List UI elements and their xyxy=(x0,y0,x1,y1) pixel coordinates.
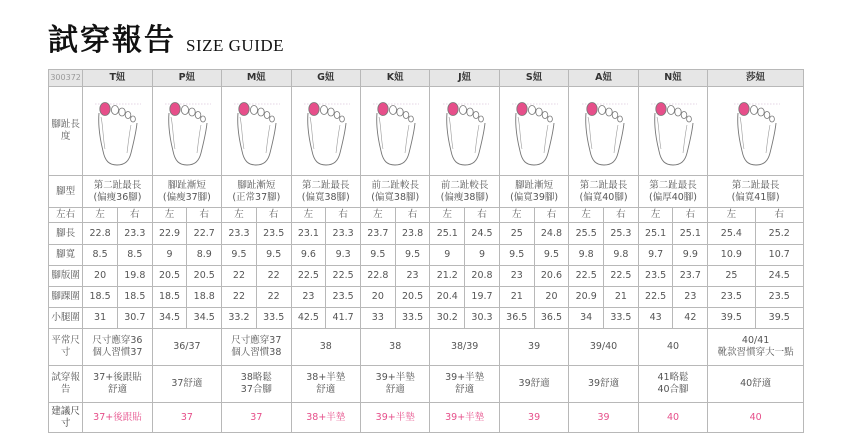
foot-illustration-cell xyxy=(152,87,221,176)
model-name: P妞 xyxy=(152,70,221,87)
cell-line: 腳趾漸短 xyxy=(515,179,554,191)
cell-line: 第二趾最長 xyxy=(731,179,780,191)
side-left: 左 xyxy=(569,208,604,223)
side-left: 左 xyxy=(708,208,755,223)
ankle-right: 22 xyxy=(256,287,291,308)
usual-cell xyxy=(638,329,707,366)
foot-shape-cell xyxy=(708,176,804,208)
foot-shape-cell xyxy=(152,176,221,208)
ankle-right: 20.5 xyxy=(395,287,430,308)
row-label-usual: 平常尺寸 xyxy=(49,329,83,366)
calf-right: 33.5 xyxy=(604,308,639,329)
instep-right: 22.5 xyxy=(604,266,639,287)
cell-line: (正常37腳) xyxy=(232,191,281,203)
width-right: 9.3 xyxy=(326,245,361,266)
ankle-left: 20.4 xyxy=(430,287,465,308)
foot-shape-cell xyxy=(291,176,360,208)
ankle-right: 20 xyxy=(534,287,569,308)
width-row xyxy=(49,245,804,266)
ankle-right: 23.5 xyxy=(326,287,361,308)
usual-row xyxy=(49,329,804,366)
title-chinese: 試穿報告 xyxy=(48,23,176,58)
cell-line: 第二趾最長 xyxy=(93,179,142,191)
side-right: 右 xyxy=(117,208,152,223)
usual-cell xyxy=(360,329,429,366)
suggest-row xyxy=(49,403,804,433)
instep-right: 23.7 xyxy=(673,266,708,287)
length-left: 22.8 xyxy=(83,223,118,245)
length-right: 23.3 xyxy=(117,223,152,245)
instep-right: 22 xyxy=(256,266,291,287)
suggested-size: 37 xyxy=(152,403,221,433)
length-left: 23.3 xyxy=(222,223,257,245)
cell-line: 舒適 xyxy=(455,384,475,395)
calf-left: 39.5 xyxy=(708,308,755,329)
length-left: 23.1 xyxy=(291,223,326,245)
length-left: 25 xyxy=(499,223,534,245)
cell-line: 第二趾最長 xyxy=(649,179,697,191)
length-left: 25.4 xyxy=(708,223,755,245)
suggested-size: 40 xyxy=(708,403,804,433)
cell-line: 尺寸應穿37 xyxy=(231,335,282,346)
foot-icon xyxy=(508,95,560,167)
length-right: 25.1 xyxy=(673,223,708,245)
foot-illustration-cell xyxy=(360,87,429,176)
row-label-shape: 腳型 xyxy=(49,176,83,208)
length-left: 22.9 xyxy=(152,223,187,245)
instep-right: 24.5 xyxy=(755,266,803,287)
usual-cell xyxy=(291,329,360,366)
calf-row xyxy=(49,308,804,329)
side-left: 左 xyxy=(430,208,465,223)
usual-cell xyxy=(83,329,152,366)
foot-icon xyxy=(730,95,782,167)
foot-shape-cell xyxy=(430,176,499,208)
cell-line: 靴款習慣穿大一點 xyxy=(717,347,794,358)
side-right: 右 xyxy=(256,208,291,223)
row-label-ankle: 腳踝圍 xyxy=(49,287,83,308)
foot-icon xyxy=(647,95,699,167)
length-right: 23.3 xyxy=(326,223,361,245)
calf-right: 36.5 xyxy=(534,308,569,329)
width-right: 8.5 xyxy=(117,245,152,266)
cell-line: 40 xyxy=(666,341,680,352)
cell-line: 39舒適 xyxy=(587,378,620,389)
foot-icon xyxy=(300,95,352,167)
report-cell xyxy=(291,366,360,403)
foot-shape-cell xyxy=(569,176,638,208)
ankle-left: 22 xyxy=(222,287,257,308)
width-left: 9 xyxy=(430,245,465,266)
cell-line: (偏寬38腳) xyxy=(301,191,350,203)
model-name: K妞 xyxy=(360,70,429,87)
row-label-side: 左右 xyxy=(49,208,83,223)
side-right: 右 xyxy=(755,208,803,223)
cell-line: 38+半墊 xyxy=(306,372,346,383)
calf-right: 39.5 xyxy=(755,308,803,329)
width-right: 9.5 xyxy=(395,245,430,266)
suggested-size: 39+半墊 xyxy=(430,403,499,433)
side-right: 右 xyxy=(187,208,222,223)
width-left: 9.8 xyxy=(569,245,604,266)
ankle-left: 21 xyxy=(499,287,534,308)
side-left: 左 xyxy=(360,208,395,223)
instep-left: 20.5 xyxy=(152,266,187,287)
width-left: 9.5 xyxy=(499,245,534,266)
model-name: T妞 xyxy=(83,70,152,87)
cell-line: (偏寬39腳) xyxy=(510,191,559,203)
cell-line: 39+半墊 xyxy=(445,372,485,383)
ankle-left: 20.9 xyxy=(569,287,604,308)
report-cell xyxy=(83,366,152,403)
instep-right: 19.8 xyxy=(117,266,152,287)
length-right: 24.5 xyxy=(465,223,500,245)
foot-illustration-cell xyxy=(291,87,360,176)
ankle-left: 20 xyxy=(360,287,395,308)
length-left: 25.5 xyxy=(569,223,604,245)
cell-line: 38 xyxy=(319,341,332,352)
instep-left: 22.8 xyxy=(360,266,395,287)
cell-line: 前二趾較長 xyxy=(440,179,489,191)
width-left: 9 xyxy=(152,245,187,266)
suggested-size: 39+半墊 xyxy=(360,403,429,433)
row-label-width: 腳寬 xyxy=(49,245,83,266)
foot-shape-cell xyxy=(83,176,152,208)
suggested-size: 39 xyxy=(499,403,568,433)
side-left: 左 xyxy=(222,208,257,223)
calf-right: 41.7 xyxy=(326,308,361,329)
length-right: 23.8 xyxy=(395,223,430,245)
suggested-size: 37 xyxy=(222,403,291,433)
ankle-row xyxy=(49,287,804,308)
foot-illustration-cell xyxy=(499,87,568,176)
model-name: G妞 xyxy=(291,70,360,87)
width-right: 9.9 xyxy=(673,245,708,266)
instep-right: 20.5 xyxy=(187,266,222,287)
cell-line: (偏瘦37腳) xyxy=(162,191,211,203)
length-left: 23.7 xyxy=(360,223,395,245)
cell-line: 40舒適 xyxy=(740,378,772,389)
width-right: 10.7 xyxy=(755,245,803,266)
model-name: A妞 xyxy=(569,70,638,87)
side-right: 右 xyxy=(534,208,569,223)
ankle-left: 23 xyxy=(291,287,326,308)
foot-icon xyxy=(439,95,491,167)
row-label-suggest: 建議尺寸 xyxy=(49,403,83,433)
side-row xyxy=(49,208,804,223)
width-left: 9.5 xyxy=(222,245,257,266)
row-label-instep: 腳版圍 xyxy=(49,266,83,287)
calf-right: 42 xyxy=(673,308,708,329)
width-left: 9.5 xyxy=(360,245,395,266)
model-name: N妞 xyxy=(638,70,707,87)
instep-row xyxy=(49,266,804,287)
usual-cell xyxy=(499,329,568,366)
calf-left: 36.5 xyxy=(499,308,534,329)
product-code: 300372 xyxy=(49,70,83,87)
model-name: S妞 xyxy=(499,70,568,87)
width-right: 9.8 xyxy=(604,245,639,266)
foot-shape-cell xyxy=(638,176,707,208)
suggested-size: 40 xyxy=(638,403,707,433)
calf-left: 30.2 xyxy=(430,308,465,329)
length-right: 24.8 xyxy=(534,223,569,245)
cell-line: 個人習慣37 xyxy=(92,347,143,358)
report-cell xyxy=(222,366,291,403)
width-right: 9.5 xyxy=(534,245,569,266)
suggested-size: 38+半墊 xyxy=(291,403,360,433)
row-label-calf: 小腿圍 xyxy=(49,308,83,329)
report-cell xyxy=(152,366,221,403)
length-right: 25.3 xyxy=(604,223,639,245)
side-left: 左 xyxy=(291,208,326,223)
width-left: 8.5 xyxy=(83,245,118,266)
calf-left: 33.2 xyxy=(222,308,257,329)
cell-line: 前二趾較長 xyxy=(371,179,419,191)
instep-right: 20.8 xyxy=(465,266,500,287)
foot-shape-cell xyxy=(360,176,429,208)
cell-line: 36/37 xyxy=(173,341,201,352)
ankle-left: 22.5 xyxy=(638,287,673,308)
ankle-right: 18.8 xyxy=(187,287,222,308)
header-row xyxy=(49,70,804,87)
report-cell xyxy=(360,366,429,403)
foot-icon xyxy=(578,95,630,167)
ankle-right: 23.5 xyxy=(755,287,803,308)
foot-illustration-cell xyxy=(430,87,499,176)
cell-line: 第二趾最長 xyxy=(302,179,350,191)
foot-shape-row xyxy=(49,176,804,208)
cell-line: 舒適 xyxy=(316,384,336,395)
model-name: M妞 xyxy=(222,70,291,87)
report-cell xyxy=(708,366,804,403)
report-cell xyxy=(638,366,707,403)
length-right: 23.5 xyxy=(256,223,291,245)
ankle-right: 19.7 xyxy=(465,287,500,308)
calf-right: 34.5 xyxy=(187,308,222,329)
usual-cell xyxy=(222,329,291,366)
page-title xyxy=(48,22,284,58)
size-guide-table xyxy=(48,69,804,433)
calf-right: 33.5 xyxy=(395,308,430,329)
foot-icon xyxy=(161,95,213,167)
instep-left: 23 xyxy=(499,266,534,287)
calf-right: 30.3 xyxy=(465,308,500,329)
cell-line: 腳趾漸短 xyxy=(167,179,206,191)
foot-illustration-cell xyxy=(708,87,804,176)
width-right: 8.9 xyxy=(187,245,222,266)
cell-line: 40/41 xyxy=(741,335,770,346)
calf-right: 33.5 xyxy=(256,308,291,329)
instep-left: 20 xyxy=(83,266,118,287)
ankle-left: 23.5 xyxy=(708,287,755,308)
instep-right: 20.6 xyxy=(534,266,569,287)
calf-right: 30.7 xyxy=(117,308,152,329)
cell-line: 37舒適 xyxy=(171,378,203,389)
foot-icon xyxy=(230,95,282,167)
usual-cell xyxy=(430,329,499,366)
cell-line: 40合腳 xyxy=(657,384,689,395)
cell-line: 腳趾漸短 xyxy=(237,179,276,191)
side-right: 右 xyxy=(465,208,500,223)
calf-left: 33 xyxy=(360,308,395,329)
length-row xyxy=(49,223,804,245)
cell-line: 38略鬆 xyxy=(240,372,272,383)
cell-line: (偏瘦38腳) xyxy=(440,191,489,203)
foot-icon xyxy=(369,95,421,167)
width-left: 9.7 xyxy=(638,245,673,266)
ankle-left: 18.5 xyxy=(83,287,118,308)
foot-shape-cell xyxy=(499,176,568,208)
cell-line: 個人習慣38 xyxy=(231,347,282,358)
foot-illustration-cell xyxy=(222,87,291,176)
cell-line: 尺寸應穿36 xyxy=(92,335,143,346)
cell-line: (偏瘦36腳) xyxy=(93,191,142,203)
cell-line: 第二趾最長 xyxy=(579,179,628,191)
report-cell xyxy=(430,366,499,403)
length-left: 25.1 xyxy=(430,223,465,245)
cell-line: 舒適 xyxy=(385,384,405,395)
side-left: 左 xyxy=(499,208,534,223)
cell-line: (偏寬38腳) xyxy=(371,191,420,203)
toe-length-row xyxy=(49,87,804,176)
cell-line: 39舒適 xyxy=(518,378,550,389)
row-label-report: 試穿報告 xyxy=(49,366,83,403)
ankle-right: 18.5 xyxy=(117,287,152,308)
suggested-size: 37+後跟貼 xyxy=(83,403,152,433)
report-cell xyxy=(569,366,638,403)
calf-left: 42.5 xyxy=(291,308,326,329)
width-right: 9 xyxy=(465,245,500,266)
report-cell xyxy=(499,366,568,403)
side-right: 右 xyxy=(326,208,361,223)
side-right: 右 xyxy=(395,208,430,223)
ankle-right: 23 xyxy=(673,287,708,308)
model-name: J妞 xyxy=(430,70,499,87)
side-left: 左 xyxy=(638,208,673,223)
instep-left: 22 xyxy=(222,266,257,287)
cell-line: 39 xyxy=(528,341,541,352)
usual-cell xyxy=(569,329,638,366)
row-label-length: 腳長 xyxy=(49,223,83,245)
cell-line: (偏寬40腳) xyxy=(579,191,628,203)
cell-line: 37合腳 xyxy=(240,384,272,395)
calf-left: 34 xyxy=(569,308,604,329)
width-left: 10.9 xyxy=(708,245,755,266)
instep-right: 23 xyxy=(395,266,430,287)
usual-cell xyxy=(708,329,804,366)
cell-line: 39+半墊 xyxy=(375,372,415,383)
instep-left: 25 xyxy=(708,266,755,287)
length-right: 22.7 xyxy=(187,223,222,245)
instep-left: 22.5 xyxy=(569,266,604,287)
foot-icon xyxy=(91,95,143,167)
title-english: SIZE GUIDE xyxy=(186,36,285,55)
side-left: 左 xyxy=(152,208,187,223)
ankle-right: 21 xyxy=(604,287,639,308)
cell-line: (偏厚40腳) xyxy=(648,191,697,203)
cell-line: (偏寬41腳) xyxy=(731,191,780,203)
cell-line: 38/39 xyxy=(450,341,479,352)
calf-left: 34.5 xyxy=(152,308,187,329)
report-row xyxy=(49,366,804,403)
cell-line: 38 xyxy=(389,341,402,352)
foot-illustration-cell xyxy=(83,87,152,176)
length-right: 25.2 xyxy=(755,223,803,245)
side-right: 右 xyxy=(673,208,708,223)
length-left: 25.1 xyxy=(638,223,673,245)
row-label-toe: 腳趾長度 xyxy=(49,87,83,176)
width-left: 9.6 xyxy=(291,245,326,266)
suggested-size: 39 xyxy=(569,403,638,433)
foot-shape-cell xyxy=(222,176,291,208)
cell-line: 39/40 xyxy=(589,341,618,352)
side-left: 左 xyxy=(83,208,118,223)
cell-line: 37+後跟貼 xyxy=(93,372,142,383)
foot-illustration-cell xyxy=(638,87,707,176)
instep-right: 22.5 xyxy=(326,266,361,287)
model-name: 莎妞 xyxy=(708,70,804,87)
calf-left: 31 xyxy=(83,308,118,329)
side-right: 右 xyxy=(604,208,639,223)
calf-left: 43 xyxy=(638,308,673,329)
cell-line: 41略鬆 xyxy=(657,372,689,383)
foot-illustration-cell xyxy=(569,87,638,176)
instep-left: 22.5 xyxy=(291,266,326,287)
instep-left: 23.5 xyxy=(638,266,673,287)
usual-cell xyxy=(152,329,221,366)
instep-left: 21.2 xyxy=(430,266,465,287)
cell-line: 舒適 xyxy=(107,384,127,395)
ankle-left: 18.5 xyxy=(152,287,187,308)
width-right: 9.5 xyxy=(256,245,291,266)
